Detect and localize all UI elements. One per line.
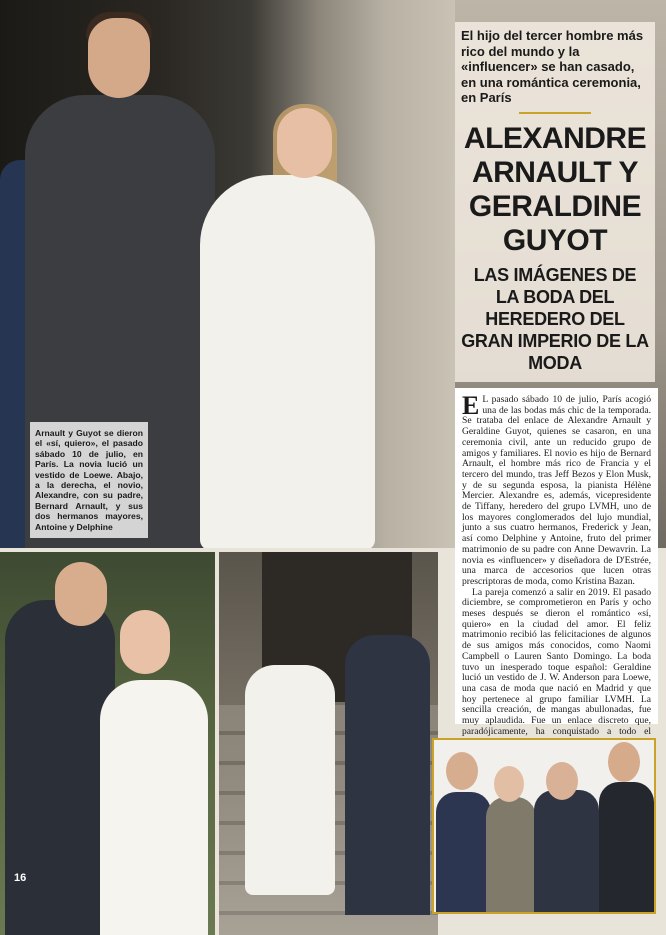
bride-figure <box>200 175 375 548</box>
photo-family-group <box>432 738 656 914</box>
groom-face-garden <box>55 562 107 626</box>
article-paragraph-1 <box>462 391 651 588</box>
groom-figure-garden <box>5 600 115 935</box>
family-member-2-face <box>494 766 524 802</box>
headline-box <box>455 22 655 382</box>
page-number: 16 <box>14 872 27 884</box>
family-member-3-face <box>546 762 578 800</box>
headline-subtitle: LAS IMÁGENES DE LA BODA DEL HEREDERO DEL GRAN IMPERIO DE LA MODA <box>461 264 649 373</box>
groom-figure-steps <box>345 635 430 915</box>
headline-intro: El hijo del tercer hombre más rico del mundo y la «influencer» se han casado, en una romántica ceremonia, en París <box>461 28 644 106</box>
family-member-1-face <box>446 752 478 790</box>
gold-divider <box>519 112 591 114</box>
article-paragraph-2: La pareja comenzó a salir en 2019. El pasado diciembre, se comprometieron en París y ocho meses después se dieron el romántico «sí, quiero» en la ciudad del amor. El feliz matrimonio recibió las felicitaciones de algunos de sus amigos más conocidos, como Naomi Campbell o Lauren Santo Domingo. La boda tuvo un inesperado toque español: Geraldine lució un vestido de J. W. Anderson para Loewe, una casa de moda que nació en Madrid y que hoy pertenece al grupo familiar LVMH. La sencilla creación, de mangas abullonadas, fue muy aplaudida. Fue un enlace discreto que, paradójicamente, ha conquistado a todo el <box>462 586 651 737</box>
bride-figure-garden <box>100 680 208 935</box>
bride-face <box>277 108 332 178</box>
article-body <box>455 388 658 737</box>
bride-figure-steps <box>245 665 335 895</box>
groom-face <box>88 18 150 98</box>
family-member-4 <box>599 782 654 912</box>
family-member-1 <box>436 792 491 912</box>
headline-names: ALEXANDRE ARNAULT Y GERALDINE GUYOT <box>463 121 647 257</box>
family-member-2 <box>486 797 536 912</box>
bride-face-garden <box>120 610 170 674</box>
family-member-3 <box>534 790 599 912</box>
family-member-4-face <box>608 742 640 782</box>
article-paragraph-1-text: L pasado sábado 10 de julio, París acogió una de las bodas más chic de la temporada. Se trataba del enlace de Alexandre Arnault y Geraldine Guyot, quienes se casaron, en una ceremonia civil, ante un reducido grupo de amigos y familiares. El novio es hijo de Bernard Arnault, el hombre más rico de Francia y el tercero del mundo, tras Jeff Bezos y Elon Musk, y de su segunda esposa, la pianista Hélène Mercier. Alexandre es, además, vicepresidente de Tiffany, heredero del grupo LVMH, uno de los mayores conglomerados del lujo mundial, junto a sus cuatro hermanos, Frederick y Jean, así como Delphine y Antoine, fruto del primer matrimonio de su padre con Anne Dewavrin. La novia es «influencer» y diseñadora de D'Estrée, una marca de accesorios que lucen otras prescriptoras de moda, como Kristina Bazan. <box>462 394 651 587</box>
photo-caption: Arnault y Guyot se dieron el «sí, quiero», el pasado sábado 10 de julio, en París. La novia lució un vestido de Loewe. Abajo, a la derecha, el novio, Alexandre, con su padre, Bernard Arnault, y sus dos hermanos mayores, Antoine y Delphine <box>30 422 148 538</box>
drop-cap: E <box>462 391 480 420</box>
